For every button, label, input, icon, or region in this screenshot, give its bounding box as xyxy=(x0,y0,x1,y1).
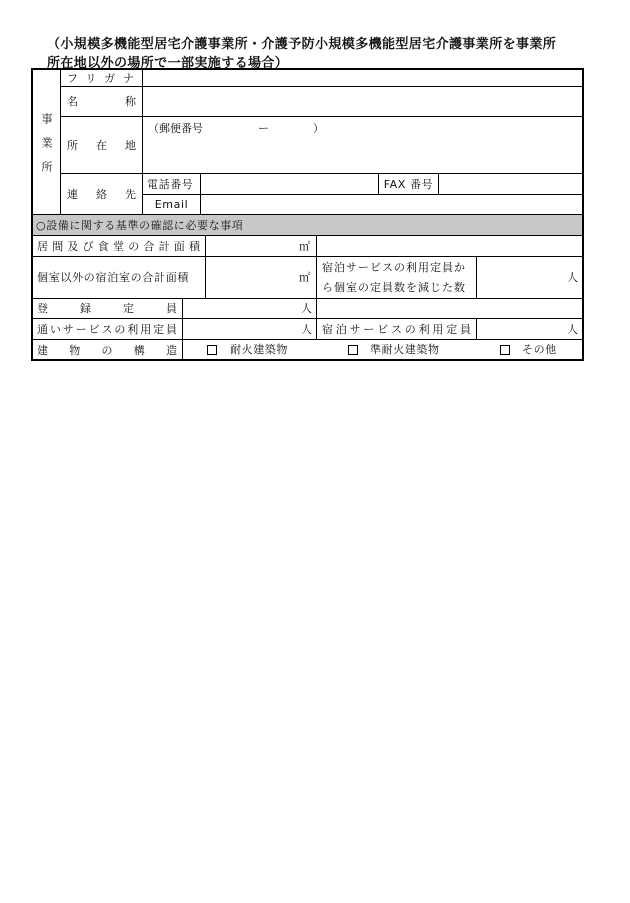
registration-capacity-label-text: 登録定員 xyxy=(37,302,209,315)
square-meter-unit: ㎡ xyxy=(299,271,310,284)
tel-field[interactable] xyxy=(200,173,379,195)
non-private-room-area-label xyxy=(32,256,206,299)
fax-field[interactable] xyxy=(438,173,584,195)
person-unit: 人 xyxy=(567,271,578,284)
person-unit: 人 xyxy=(301,302,312,315)
square-meter-unit: ㎡ xyxy=(299,239,310,253)
day-service-capacity-label xyxy=(32,318,183,340)
name-label xyxy=(60,86,183,117)
office-group-label xyxy=(32,69,61,215)
facility-section-header-text: ○設備に関する基準の確認に必要な事項 xyxy=(36,218,244,232)
non-private-room-area-field[interactable] xyxy=(205,256,317,299)
registration-capacity-label xyxy=(32,298,209,319)
living-dining-area-label xyxy=(32,235,206,257)
furigana-field[interactable] xyxy=(142,69,584,87)
living-dining-area-field[interactable] xyxy=(205,235,317,257)
person-unit: 人 xyxy=(301,322,312,336)
overnight-minus-private-label-text: 宿泊サービスの利用定員から個室の定員数を減じた数 xyxy=(322,260,466,294)
furigana-label-text: フリガナ xyxy=(67,71,142,85)
contact-label xyxy=(60,173,154,215)
day-service-capacity-field[interactable] xyxy=(182,318,317,340)
option-fire-resistant: 耐火建築物 xyxy=(230,343,288,356)
living-dining-area-label-text: 居間及び食堂の合計面積 xyxy=(37,239,205,253)
building-structure-label-text: 建物の構造 xyxy=(37,343,199,357)
option-quasi-fire-resistant: 準耐火建築物 xyxy=(370,343,440,356)
address-label-text: 所在地 xyxy=(67,138,154,152)
form-title xyxy=(47,35,556,73)
checkbox-other[interactable] xyxy=(500,345,510,355)
blank-cell xyxy=(316,298,584,319)
day-service-capacity-label-text: 通いサービスの利用定員 xyxy=(37,322,179,336)
fax-label-text: FAX 番号 xyxy=(383,177,434,191)
email-label xyxy=(142,194,201,215)
overnight-service-capacity-label-text: 宿泊サービスの利用定員 xyxy=(322,322,474,336)
form-title-line-1: （小規模多機能型居宅介護事業所・介護予防小規模多機能型居宅介護事業所を事業所 xyxy=(47,37,557,52)
name-label-text: 名称 xyxy=(67,95,183,108)
person-unit: 人 xyxy=(567,322,578,336)
furigana-label xyxy=(60,69,143,87)
tel-label xyxy=(142,173,201,195)
building-structure-options xyxy=(182,339,584,361)
non-private-room-area-label-text: 個室以外の宿泊室の合計面積 xyxy=(37,271,190,284)
option-other: その他 xyxy=(522,343,557,356)
checkbox-quasi-fire-resistant[interactable] xyxy=(348,345,358,355)
overnight-service-capacity-field[interactable] xyxy=(476,318,584,340)
address-label xyxy=(60,116,154,174)
address-field[interactable] xyxy=(142,116,584,174)
contact-label-text: 連絡先 xyxy=(67,187,154,201)
overnight-minus-private-label xyxy=(316,256,477,299)
overnight-minus-private-field[interactable] xyxy=(476,256,584,299)
postal-code-label: （郵便番号 ー ） xyxy=(148,122,324,135)
fax-label xyxy=(378,173,439,195)
building-structure-label xyxy=(32,339,199,361)
registration-capacity-field[interactable] xyxy=(182,298,317,319)
overnight-service-capacity-label xyxy=(316,318,477,340)
checkbox-fire-resistant[interactable] xyxy=(207,345,217,355)
email-label-text: Email xyxy=(154,198,189,211)
office-group-label-text: 事業所 xyxy=(40,112,53,185)
email-field[interactable] xyxy=(200,194,584,215)
blank-cell xyxy=(316,235,584,257)
facility-section-header xyxy=(32,214,584,236)
tel-label-text: 電話番号 xyxy=(147,177,194,191)
form-title-line-2: 所在地以外の場所で一部実施する場合） xyxy=(47,56,289,71)
name-field[interactable] xyxy=(142,86,584,117)
